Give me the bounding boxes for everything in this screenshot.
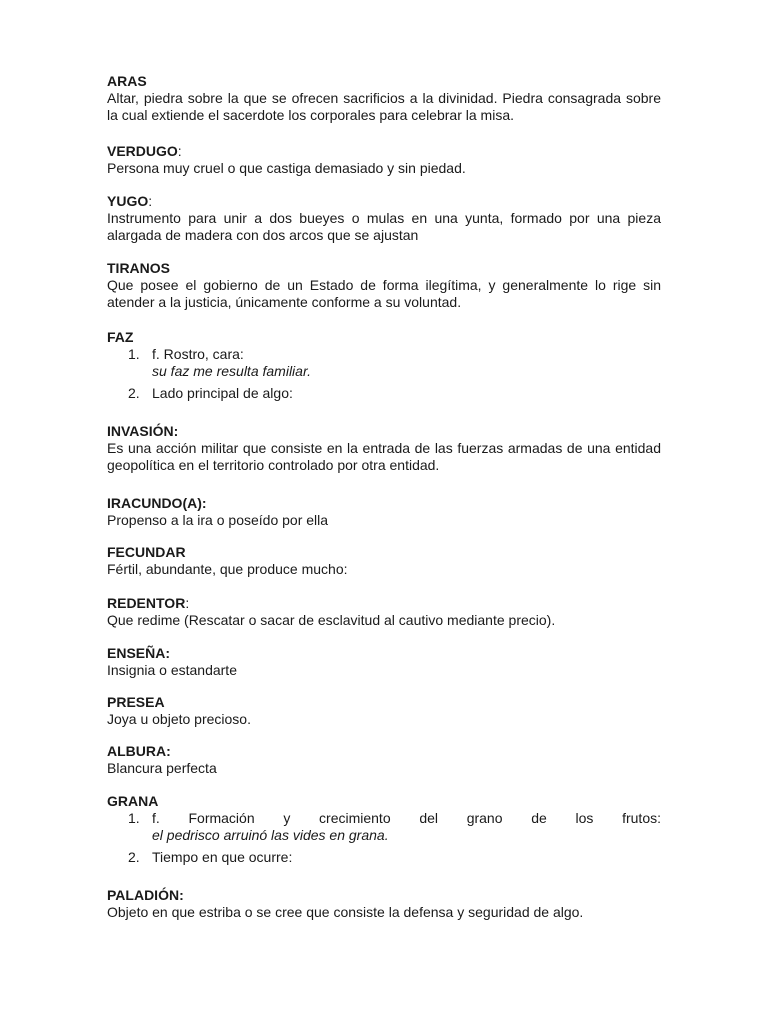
sense-list [107,810,661,866]
entry-ensena [107,645,661,679]
entry-paladion [107,887,661,921]
entry-redentor [107,595,661,629]
entry-definition: Altar, piedra sobre la que se ofrecen sacrificios a la divinidad. Piedra consagrada sobre la cual extiende el sacerdote los corporales para celebrar la misa. [107,90,661,123]
sense-text: Tiempo en que ocurre: [152,849,293,865]
sense-number: 1. [128,810,140,826]
entry-term: PALADIÓN: [107,887,184,903]
entry-term: PRESEA [107,694,165,710]
sense-item [107,849,661,866]
sense-item [107,810,661,844]
entry-presea [107,694,661,728]
entry-definition: Insignia o estandarte [107,662,237,678]
entry-term: TIRANOS [107,260,170,276]
entry-definition: Persona muy cruel o que castiga demasiado y sin piedad. [107,160,466,176]
entry-fecundar [107,544,661,578]
entry-term: GRANA [107,793,159,809]
sense-number: 2. [128,385,140,401]
sense-text: f. Formación y crecimiento del grano de los frutos: [152,810,661,826]
entry-iracundo [107,495,661,529]
entry-term: INVASIÓN: [107,423,179,439]
sense-example: su faz me resulta familiar. [152,363,311,379]
entry-definition: Blancura perfecta [107,760,217,776]
entry-aras [107,73,661,124]
sense-item [107,346,661,380]
entry-albura [107,743,661,777]
entry-verdugo [107,143,661,177]
entry-definition: Joya u objeto precioso. [107,711,251,727]
entry-tiranos [107,260,661,311]
entry-definition: Instrumento para unir a dos bueyes o mulas en una yunta, formado por una pieza alargada de madera con dos arcos que se ajustan [107,210,661,243]
entry-invasion [107,423,661,474]
entry-term: FECUNDAR [107,544,186,560]
entry-definition: Objeto en que estriba o se cree que consiste la defensa y seguridad de algo. [107,904,584,920]
entry-term: FAZ [107,329,134,345]
sense-text: Lado principal de algo: [152,385,293,401]
sense-text: f. Rostro, cara: [152,346,244,362]
entry-definition: Es una acción militar que consiste en la entrada de las fuerzas armadas de una entidad geopolítica en el territorio controlado por otra entidad. [107,440,661,473]
entry-term: YUGO: [107,193,153,209]
entry-term: REDENTOR: [107,595,190,611]
entry-definition: Que redime (Rescatar o sacar de esclavitud al cautivo mediante precio). [107,612,556,628]
entry-yugo [107,193,661,244]
entry-faz [107,329,661,402]
entry-definition: Que posee el gobierno de un Estado de forma ilegítima, y generalmente lo rige sin atender a la justicia, únicamente conforme a su voluntad. [107,277,661,310]
entry-term: VERDUGO: [107,143,182,159]
entry-term: ARAS [107,73,147,89]
sense-item [107,385,661,402]
entry-term: ALBURA: [107,743,171,759]
entry-term: IRACUNDO(A): [107,495,207,511]
entry-term: ENSEÑA: [107,645,171,661]
sense-example: el pedrisco arruinó las vides en grana. [152,827,389,843]
entry-definition: Fértil, abundante, que produce mucho: [107,561,348,577]
sense-number: 2. [128,849,140,865]
sense-list [107,346,661,402]
entry-definition: Propenso a la ira o poseído por ella [107,512,329,528]
sense-number: 1. [128,346,140,362]
entry-grana [107,793,661,866]
